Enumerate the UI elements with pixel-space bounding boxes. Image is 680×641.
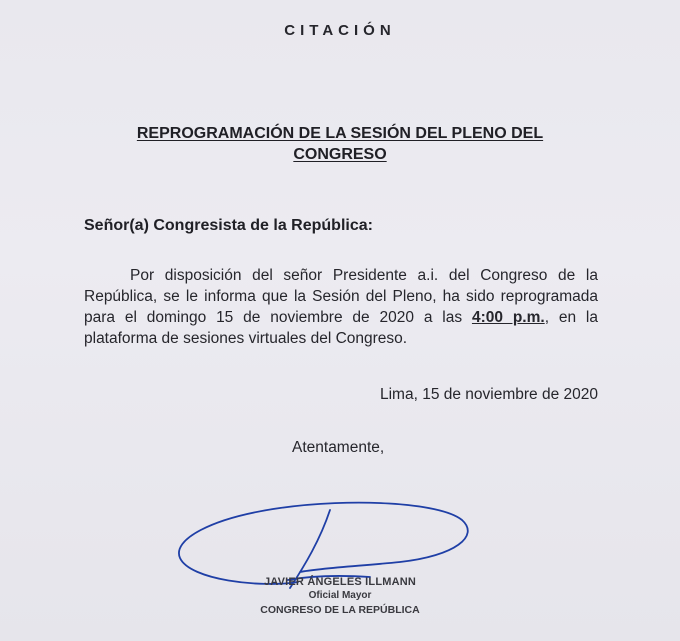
signatory-institution: CONGRESO DE LA REPÚBLICA	[260, 604, 420, 616]
document-title: CITACIÓN	[284, 22, 396, 39]
signatory-name: JAVIER ÁNGELES ILLMANN	[263, 576, 417, 588]
body-text-part-2: , en la plataforma de sesiones virtuales del Congreso.	[84, 309, 598, 347]
meeting-time: 4:00 p.m.	[471, 309, 545, 326]
closing: Atentamente,	[292, 439, 385, 456]
body-text-part-1: Por disposición del señor Presidente a.i. del Congreso de la República, se le informa que la Sesión del Pleno, ha sido reprogramada para el domingo 15 de noviembre de 2020 a las	[84, 267, 598, 326]
subject-line-2: CONGRESO	[293, 146, 387, 163]
body-paragraph	[84, 265, 598, 349]
place-and-date: Lima, 15 de noviembre de 2020	[379, 386, 598, 403]
signature-block	[240, 575, 440, 617]
subject-line-1: REPROGRAMACIÓN DE LA SESIÓN DEL PLENO DEL	[136, 125, 544, 142]
signatory-role: Oficial Mayor	[308, 590, 372, 601]
subject-heading	[105, 123, 575, 165]
salutation: Señor(a) Congresista de la República:	[84, 217, 373, 234]
